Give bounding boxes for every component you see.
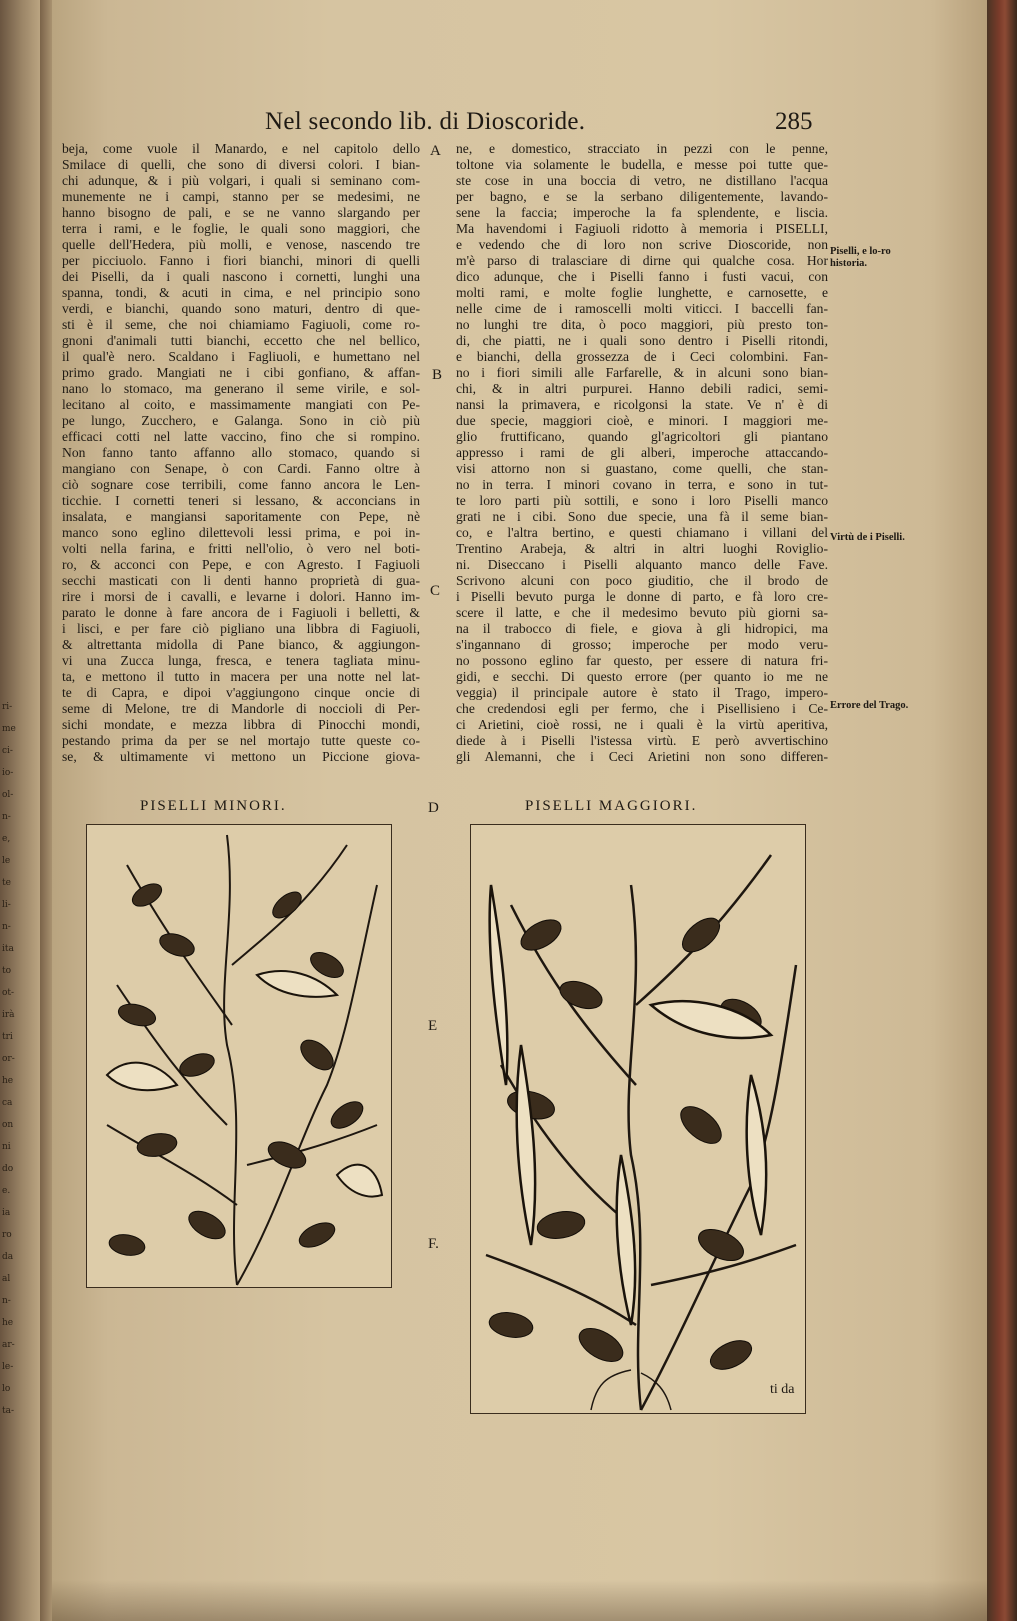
facing-page-fragment: to: [2, 966, 12, 976]
facing-page-fragment: tri: [2, 1032, 13, 1042]
facing-page-fragment: irà: [2, 1010, 15, 1020]
text-line: co, e l'altra bertino, e questi chiamano i villani del: [456, 525, 828, 540]
text-line: diede à i Piselli l'istessa virtù. E però avvertischino: [456, 733, 828, 748]
facing-page-fragment: ar-: [2, 1340, 15, 1350]
text-line: primo grado. Mangiati ne i cibi gonfiano, & affan-: [62, 365, 420, 380]
text-line: veggia) il principale autore è stato il Trago, impero-: [456, 685, 828, 700]
text-line: se, & ultimamente vi mettono un Piccione giova-: [62, 749, 420, 764]
text-line: Non fanno tanto affanno allo stomaco, quando si: [62, 445, 420, 460]
text-line: toltone via solamente le budella, e messe poi tutte que-: [456, 157, 828, 172]
text-line: due specie, maggiori cioè, e minori. I maggiori me-: [456, 413, 828, 428]
facing-page-fragment: or-: [2, 1054, 15, 1064]
text-line: glio fruttificano, quando gl'agricoltori gli piantano: [456, 429, 828, 444]
text-line: ro, & acconci con Pepe, e con Agresto. I Fagiuoli: [62, 557, 420, 572]
page-bottom-shadow: [52, 1580, 987, 1621]
caption-piselli-minori: PISELLI MINORI.: [140, 798, 287, 814]
text-line: spanna, tondi, & acuti in cima, e nel principio sono: [62, 285, 420, 300]
text-line: hanno bisogno de pali, e se ne vanno slargando per: [62, 205, 420, 220]
section-letter-c: C: [430, 583, 441, 599]
text-line: seme di Melone, tre di Mandorle di noccioli di Per-: [62, 701, 420, 716]
facing-page-fragment: me: [2, 724, 16, 734]
text-line: & altrettanta midolla di Pane bianco, & aggiungon-: [62, 637, 420, 652]
text-line: di, che piatti, ne i quali sono dentro i Piselli ritondi,: [456, 333, 828, 348]
woodcut-piselli-maggiori: [470, 824, 806, 1414]
text-line: verdi, e bianchi, quando sono maturi, dentro di que-: [62, 301, 420, 316]
woodcut-piselli-minori: [86, 824, 392, 1288]
text-line: appresso i rami de gli alberi, imperoche attaccando-: [456, 445, 828, 460]
book-edge: [987, 0, 1017, 1621]
facing-page-fragment: ci-: [2, 746, 13, 756]
text-line: te di Capra, e dipoi v'aggiungono cinque oncie di: [62, 685, 420, 700]
text-line: pestando prima da per se nel mortajo tutte queste co-: [62, 733, 420, 748]
text-line: nano lo stomaco, ma generano il seme virile, e sol-: [62, 381, 420, 396]
caption-piselli-maggiori: PISELLI MAGGIORI.: [525, 798, 698, 814]
text-line: gidi, e secchi. Di questo errore (per quanto io me ne: [456, 669, 828, 684]
text-line: munemente ne i campi, stanno per se medesimi, ne: [62, 189, 420, 204]
facing-page-fragment: lo: [2, 1384, 11, 1394]
facing-page-fragment: te: [2, 878, 11, 888]
text-line: ciò sognare cose terribili, come fanno ancora le Len-: [62, 477, 420, 492]
text-line: volti nella farina, e fritti nell'olio, ò vero nel boti-: [62, 541, 420, 556]
text-line: sene la faccia; imperoche la fa splendente, e liscia.: [456, 205, 828, 220]
text-line: manco sono eglino dilettevoli lessi prima, e poi in-: [62, 525, 420, 540]
facing-page-fragment: n-: [2, 812, 11, 822]
text-line: gnoni d'animali tutti bianchi, eccetto che nel bellico,: [62, 333, 420, 348]
text-line: Trentino Arabeja, & altri in altri luoghi Roviglio-: [456, 541, 828, 556]
text-line: parato le donne à fare ancora de i Fagiuoli i belletti, &: [62, 605, 420, 620]
text-line: e vedendo che di loro non scrive Dioscoride, non: [456, 237, 828, 252]
text-line: molti rami, e molte foglie lunghette, e carnosette, e: [456, 285, 828, 300]
running-head: Nel secondo lib. di Dioscoride.: [265, 108, 586, 135]
facing-page-fragment: le: [2, 856, 11, 866]
facing-page-fragment: al: [2, 1274, 11, 1284]
text-line: ci Arietini, cioè rossi, ne i quali è la virtù aperitiva,: [456, 717, 828, 732]
text-line: gli Alemanni, che i Ceci Arietini non sono differen-: [456, 749, 828, 764]
text-line: Smilace di quelli, che sono di diversi colori. I bian-: [62, 157, 420, 172]
text-line: il qual'è nero. Scaldano i Fagliuoli, e humettano nel: [62, 349, 420, 364]
text-line: no i fiori simili alle Farfarelle, & in alcuni sono bian-: [456, 365, 828, 380]
text-line: i lisci, e per fare ciò pigliano una libbra di Fagiuoli,: [62, 621, 420, 636]
text-line: m'è parso di tralasciare di dirne qui qualche cosa. Hor: [456, 253, 828, 268]
facing-page-fragment: ita: [2, 944, 14, 954]
text-line: no lunghi tre dita, ò poco maggiori, più presto ton-: [456, 317, 828, 332]
text-line: beja, come vuole il Manardo, e nel capitolo dello: [62, 141, 420, 156]
text-line: e bianchi, della grossezza de i Ceci colombini. Fan-: [456, 349, 828, 364]
left-text-column: [62, 141, 420, 765]
text-line: chi adunque, & i più volgari, i quali si seminano com-: [62, 173, 420, 188]
text-line: sichi mondate, e mezza libbra di Pinocchi mondi,: [62, 717, 420, 732]
facing-page-fragment: ri-: [2, 702, 13, 712]
text-line: rire i morsi de i cavalli, e levarne i dolori. Hanno im-: [62, 589, 420, 604]
facing-page-fragment: e,: [2, 834, 11, 844]
text-line: s'ingannano di grosso; imperoche per modo veru-: [456, 637, 828, 652]
facing-page-fragment: ot-: [2, 988, 15, 998]
page-number: 285: [775, 108, 813, 135]
text-line: per bagno, e se la serbano diligentemente, lavando-: [456, 189, 828, 204]
text-line: terra i rami, e le foglie, le quali sono maggiori, che: [62, 221, 420, 236]
facing-page-fragment: n-: [2, 1296, 11, 1306]
facing-page-fragment: li-: [2, 900, 11, 910]
marginal-note-error: Errore del Trago.: [830, 700, 909, 711]
text-line: Scrivono alcuni con poco giuditio, che il brodo de: [456, 573, 828, 588]
text-line: scere il latte, e che il medesimo bevuto più giorni sa-: [456, 605, 828, 620]
text-line: nelle cime de i ramoscelli molti viticci. I baccelli fan-: [456, 301, 828, 316]
text-line: sti è il seme, che noi chiamiamo Fagiuoli, come ro-: [62, 317, 420, 332]
text-line: no possono eglino far questo, per essere di natura fri-: [456, 653, 828, 668]
text-line: ne, e domestico, stracciato in pezzi con le penne,: [456, 141, 828, 156]
text-line: pe lungo, Zucchero, e Galanga. Sono in ciò più: [62, 413, 420, 428]
text-line: te loro parti più sottili, e sono i loro Piselli manco: [456, 493, 828, 508]
facing-page-fragment: ro: [2, 1230, 12, 1240]
pea-plant-illustration-large: [471, 825, 805, 1413]
section-letter-e: E: [428, 1018, 438, 1034]
text-line: ticchie. I cornetti teneri si lessano, & acconcians in: [62, 493, 420, 508]
text-line: visi attorno non si guastano, come quelli, che stan-: [456, 461, 828, 476]
right-text-column: [456, 141, 828, 765]
section-letter-f: F.: [428, 1236, 439, 1252]
text-line: dico adunque, che i Piselli fanno i fusti vacui, con: [456, 269, 828, 284]
text-line: dei Piselli, da i quali nascono i cornetti, lunghi una: [62, 269, 420, 284]
facing-page-fragment: he: [2, 1318, 14, 1328]
facing-page-fragment: ta-: [2, 1406, 15, 1416]
marginal-note-history: Piselli, e lo-ro historia.: [830, 246, 891, 269]
text-line: lecitano al coito, e massimamente mangiati con Pe-: [62, 397, 420, 412]
text-line: efficaci cotti nel latte vaccino, fino che si rompino.: [62, 429, 420, 444]
text-line: ni. Diseccano i Piselli alquanto manco delle Fave.: [456, 557, 828, 572]
section-letter-a: A: [430, 143, 441, 159]
text-line: no in terra. I minori covano in terra, e sono in tut-: [456, 477, 828, 492]
facing-page-fragment: do: [2, 1164, 14, 1174]
facing-page-fragment: le-: [2, 1362, 14, 1372]
facing-page-fragment: e.: [2, 1186, 11, 1196]
catchword: ti da: [770, 1382, 795, 1397]
text-line: na il trabocco di fiele, e giova à gli hidropici, ma: [456, 621, 828, 636]
text-line: ste cose in una boccia di vetro, ne distillano l'acqua: [456, 173, 828, 188]
text-line: chi, & in altri purpurei. Hanno debili radici, semi-: [456, 381, 828, 396]
facing-page-fragment: ol-: [2, 790, 14, 800]
text-line: secchi masticati con li denti hanno proprietà di gua-: [62, 573, 420, 588]
text-line: per picciuolo. Fanno i fiori bianchi, minori di quelli: [62, 253, 420, 268]
text-line: Ma havendomi i Fagiuoli ridotto à memoria i PISELLI,: [456, 221, 828, 236]
facing-page-fragment: n-: [2, 922, 11, 932]
facing-page-fragment: ni: [2, 1142, 11, 1152]
text-line: vi una Zucca lunga, fresca, e tenera tagliata minu-: [62, 653, 420, 668]
text-line: ta, e mettono il tutto in macera per una notte nel lat-: [62, 669, 420, 684]
facing-page-fragment: on: [2, 1120, 14, 1130]
text-line: nansi la primavera, e ricolgonsi la state. Ve n' è di: [456, 397, 828, 412]
text-line: i Piselli bevuto purga le donne di parto, e fà loro cre-: [456, 589, 828, 604]
facing-page-fragment: io-: [2, 768, 14, 778]
facing-page-fragment: he: [2, 1076, 14, 1086]
facing-page-fragment: ca: [2, 1098, 13, 1108]
text-line: che credendosi egli per fermo, che i Pisellisieno i Ce-: [456, 701, 828, 716]
facing-page-fragment: da: [2, 1252, 14, 1262]
facing-page-fragment: ia: [2, 1208, 11, 1218]
text-line: quelle dell'Hedera, più molli, e venose, nascendo tre: [62, 237, 420, 252]
section-letter-d: D: [428, 800, 439, 816]
text-line: mangiano con Senape, ò con Cardi. Fanno oltre à: [62, 461, 420, 476]
text-line: insalata, e mangiansi saporitamente con Pepe, nè: [62, 509, 420, 524]
pea-plant-illustration-small: [87, 825, 391, 1287]
marginal-note-virtue: Virtù de i Piselli.: [830, 532, 905, 543]
text-line: grati ne i cibi. Sono due specie, una fà il seme bian-: [456, 509, 828, 524]
section-letter-b: B: [432, 367, 443, 383]
